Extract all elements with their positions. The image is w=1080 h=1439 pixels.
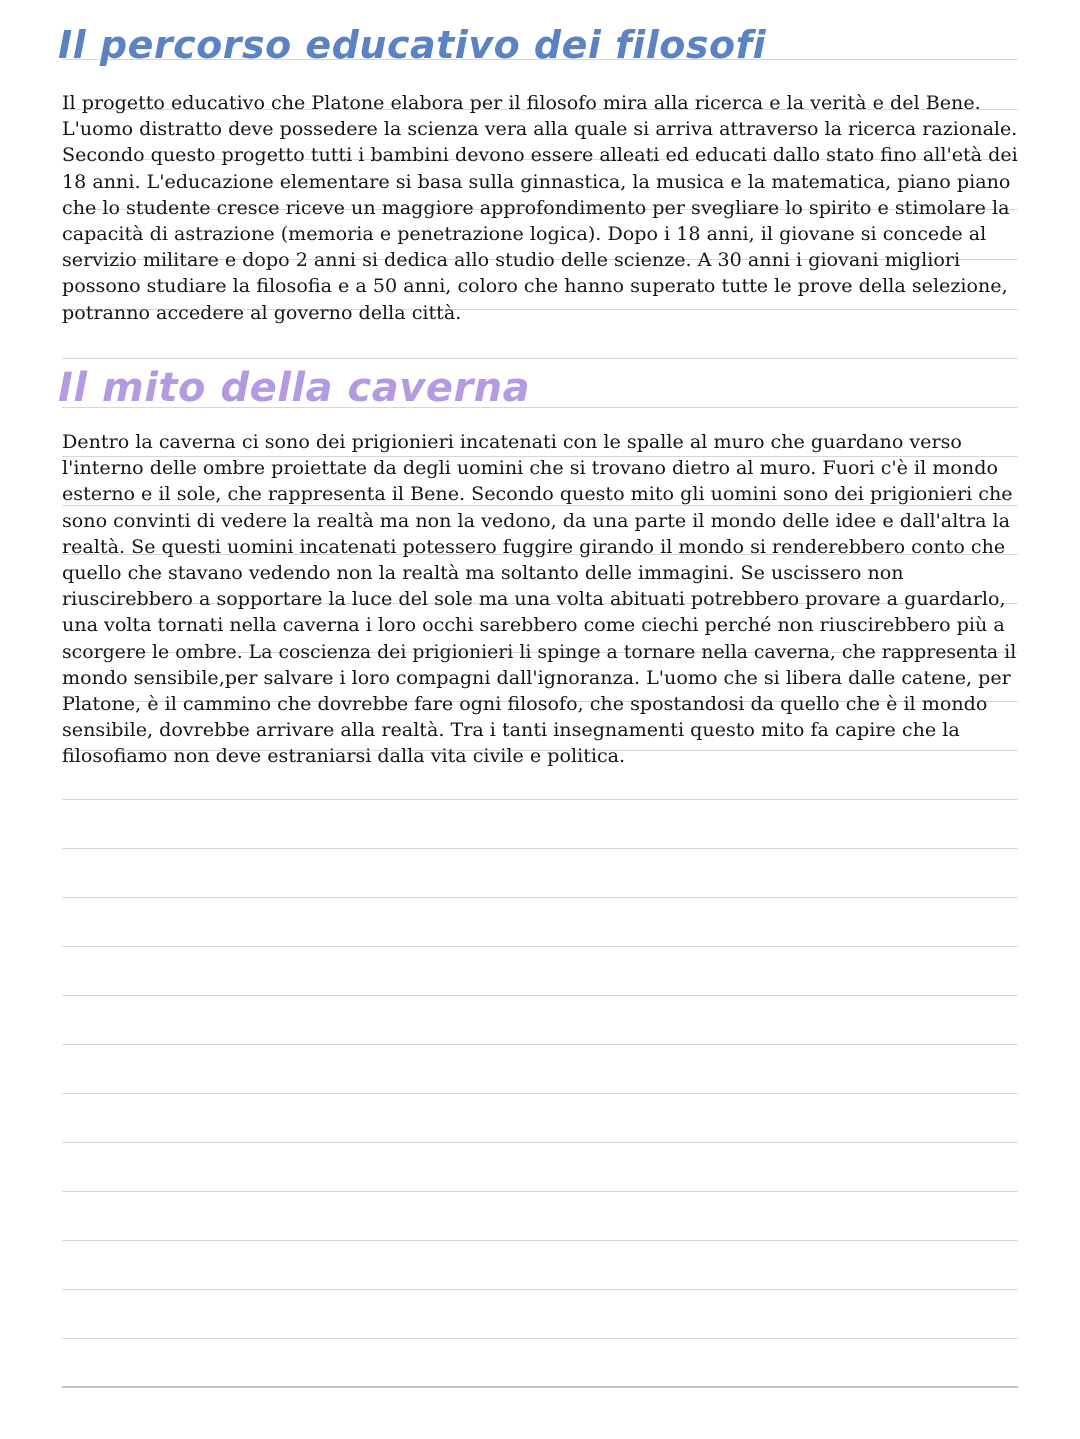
text-line: realtà. Se questi uomini incatenati potessero fuggire girando il mondo si renderebbero conto che [62,534,1006,558]
ruled-line [62,799,1018,800]
ruled-line [62,358,1018,359]
ruled-line [62,1191,1018,1192]
section-title-educational-path: Il percorso educativo dei filosofi [58,23,767,67]
ruled-line [62,1093,1018,1094]
text-line: quello che stavano vedendo non la realtà ma soltanto delle immagini. Se uscissero non [62,560,904,584]
text-line: sensibile, dovrebbe arrivare alla realtà. Tra i tanti insegnamenti questo mito fa capire che la [62,718,960,742]
educational-path-paragraph [62,90,1022,326]
text-line: Platone, è il cammino che dovrebbe fare ogni filosofo, che spostandosi da quello che è il mondo [62,691,988,715]
text-line: che lo studente cresce riceve un maggiore approfondimento per svegliare lo spirito e stimolare la [62,195,1010,219]
text-line: scorgere le ombre. La coscienza dei prigionieri li spinge a tornare nella caverna, che rappresenta il [62,640,1017,663]
text-line: Il progetto educativo che Platone elabora per il filosofo mira alla ricerca e la verità e del Bene. [62,91,981,114]
text-line: possono studiare la filosofia e a 50 anni, coloro che hanno superato tutte le prove della selezione, [62,274,1008,298]
section-title-cave-myth: Il mito della caverna [58,365,531,411]
text-line: servizio militare e dopo 2 anni si dedica allo studio delle scienze. A 30 anni i giovani migliori [62,248,961,272]
text-line: una volta tornati nella caverna i loro occhi sarebbero come ciechi perché non riuscirebbero più a [62,613,1005,637]
ruled-line [62,897,1018,898]
ruled-line [62,995,1018,996]
text-line: L'uomo distratto deve possedere la scienza vera alla quale si arriva attraverso la ricerca razionale. [62,118,1018,141]
text-line: mondo sensibile,per salvare i loro compagni dall'ignoranza. L'uomo che si libera dalle catene, per [62,665,1011,689]
cave-myth-paragraph [62,429,1022,769]
text-line: riuscirebbero a sopportare la luce del sole ma una volta abituati potrebbero provare a guardarlo, [62,587,1006,611]
ruled-line [62,946,1018,947]
ruled-line [62,1044,1018,1045]
ruled-line [62,1386,1018,1388]
text-line: filosofiamo non deve estraniarsi dalla vita civile e politica. [62,744,626,768]
ruled-line [62,1338,1018,1339]
text-line: sono convinti di vedere la realtà ma non la vedono, da una parte il mondo delle idee e dall'altra la [62,508,1011,532]
text-line: l'interno delle ombre proiettate da degli uomini che si trovano dietro al muro. Fuori c'è il mondo [62,456,998,480]
text-line: 18 anni. L'educazione elementare si basa sulla ginnastica, la musica e la matematica, piano piano [62,169,1011,193]
text-line: Dentro la caverna ci sono dei prigionieri incatenati con le spalle al muro che guardano verso [62,430,962,453]
ruled-line [62,1142,1018,1143]
ruled-line [62,1289,1018,1290]
ruled-line [62,848,1018,849]
text-line: capacità di astrazione (memoria e penetrazione logica). Dopo i 18 anni, il giovane si concede al [62,221,987,245]
text-line: Secondo questo progetto tutti i bambini devono essere alleati ed educati dallo stato fino all'età dei [62,143,1018,167]
text-line: esterno e il sole, che rappresenta il Bene. Secondo questo mito gli uomini sono dei prigionieri che [62,482,1013,506]
ruled-line [62,1240,1018,1241]
text-line: potranno accedere al governo della città. [62,300,462,324]
